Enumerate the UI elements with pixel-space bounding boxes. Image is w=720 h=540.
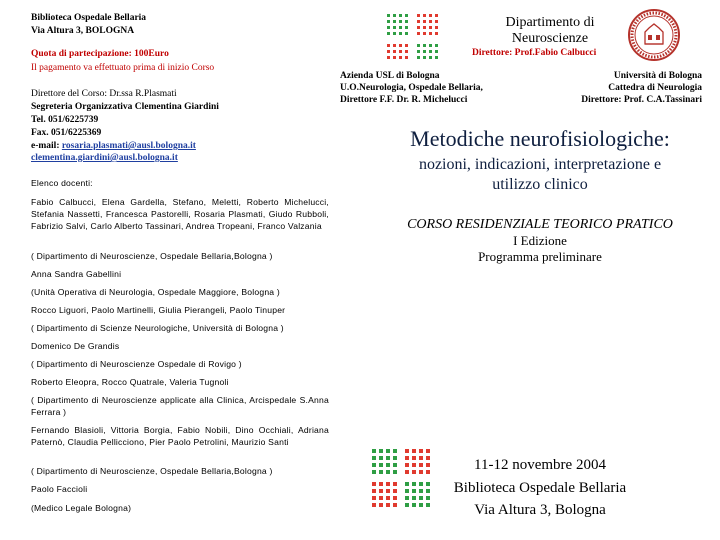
payment-text: Il pagamento va effettuato prima di inizio Corso xyxy=(31,63,215,73)
course-subtitle-line-1: nozioni, indicazioni, interpretazione e xyxy=(418,156,662,173)
faculty-entry: ( Dipartimento di Neuroscienze, Ospedale Bellaria,Bologna ) xyxy=(31,466,273,476)
university-info xyxy=(530,70,702,106)
azienda-info xyxy=(340,70,483,106)
faculty-entry: ( Dipartimento di Neuroscienze, Ospedale Bellaria,Bologna ) xyxy=(31,251,273,261)
faculty-entry: Domenico De Grandis xyxy=(31,341,120,351)
course-subtitle xyxy=(370,155,710,195)
program-label: Programma preliminare xyxy=(478,249,602,264)
faculty-entry: Paolo Faccioli xyxy=(31,484,88,494)
email-link-1[interactable]: rosaria.plasmati@ausl.bologna.it xyxy=(61,141,196,151)
email-line-2 xyxy=(31,152,178,164)
secretariat: Segreteria Organizzativa Clementina Giardini xyxy=(31,102,219,112)
email-label: e-mail: xyxy=(31,141,62,151)
faculty-entry: (Unità Operativa di Neurologia, Ospedale Maggiore, Bologna ) xyxy=(31,287,280,297)
course-edition: I Edizione xyxy=(513,233,567,248)
department-director: Direttore: Prof.Fabio Calbucci xyxy=(472,48,597,58)
faculty-entry: Fabio Calbucci, Elena Gardella, Stefano, Meletti, Roberto Michelucci, Stefania Nassetti, Francesca Pastorelli, Rosaria Plasmati, Giudo Rubboli, Fabrizio Salvi, Carlo Alberto Tassinari, Andrea Tropeani, Franco Valzania xyxy=(31,197,329,231)
course-director: Direttore del Corso: Dr.ssa R.Plasmati xyxy=(31,89,177,99)
faculty-entry: Roberto Eleopra, Rocco Quatrale, Valeria Tugnoli xyxy=(31,377,229,387)
event-address: Via Altura 3, Bologna xyxy=(474,502,606,518)
org-address: Via Altura 3, BOLOGNA xyxy=(31,26,135,36)
university-line-1: Università di Bologna xyxy=(613,71,702,81)
tel-number: Tel. 051/6225739 xyxy=(31,115,99,125)
department-line-2: Neuroscienze xyxy=(511,31,589,46)
university-line-3: Direttore: Prof. C.A.Tassinari xyxy=(581,95,702,105)
faculty-entry: Fernando Blasioli, Vittoria Borgia, Fabio Nobili, Dino Occhiali, Adriana Paternò, Claudia Pellicciono, Pier Paolo Petrolini, Maurizio Santi xyxy=(31,425,329,447)
email-line xyxy=(31,140,196,152)
faculty-entry: ( Dipartimento di Scienze Neurologiche, Università di Bologna ) xyxy=(31,323,284,333)
event-venue: Biblioteca Ospedale Bellaria xyxy=(453,480,627,496)
faculty-entry: ( Dipartimento di Neuroscienze Ospedale di Rovigo ) xyxy=(31,359,242,369)
course-subtitle-line-2: utilizzo clinico xyxy=(492,176,588,193)
faculty-title: Elenco docenti: xyxy=(31,178,93,188)
faculty-entry: ( Dipartimento di Neuroscienze applicate alla Clinica, Arcispedale S.Anna Ferrara ) xyxy=(31,395,329,417)
fax-number: Fax. 051/6225369 xyxy=(31,128,102,138)
university-seal-icon xyxy=(627,8,681,67)
azienda-line-1: Azienda USL di Bologna xyxy=(340,71,440,81)
fee-text: Quota di partecipazione: 100Euro xyxy=(31,49,169,59)
faculty-entry: Anna Sandra Gabellini xyxy=(31,269,122,279)
faculty-entry: Rocco Liguori, Paolo Martinelli, Giulia Pierangeli, Paolo Tinuper xyxy=(31,305,286,315)
faculty-entry: (Medico Legale Bologna) xyxy=(31,503,132,513)
date-logo-icon xyxy=(370,447,432,514)
azienda-line-3: Direttore F.F. Dr. R. Michelucci xyxy=(340,95,468,105)
course-type: CORSO RESIDENZIALE TEORICO PRATICO xyxy=(407,217,673,232)
event-date: 11-12 novembre 2004 xyxy=(474,457,606,473)
org-name: Biblioteca Ospedale Bellaria xyxy=(31,13,147,23)
azienda-line-2: U.O.Neurologia, Ospedale Bellaria, xyxy=(340,83,483,93)
department-line-1: Dipartimento di xyxy=(505,15,595,30)
email-link-2[interactable]: clementina.giardini@ausl.bologna.it xyxy=(31,153,178,163)
university-line-2: Cattedra di Neurologia xyxy=(608,83,702,93)
department-name xyxy=(470,15,630,47)
dipartimento-logo-icon xyxy=(385,12,443,71)
course-title: Metodiche neurofisiologiche: xyxy=(410,126,670,151)
